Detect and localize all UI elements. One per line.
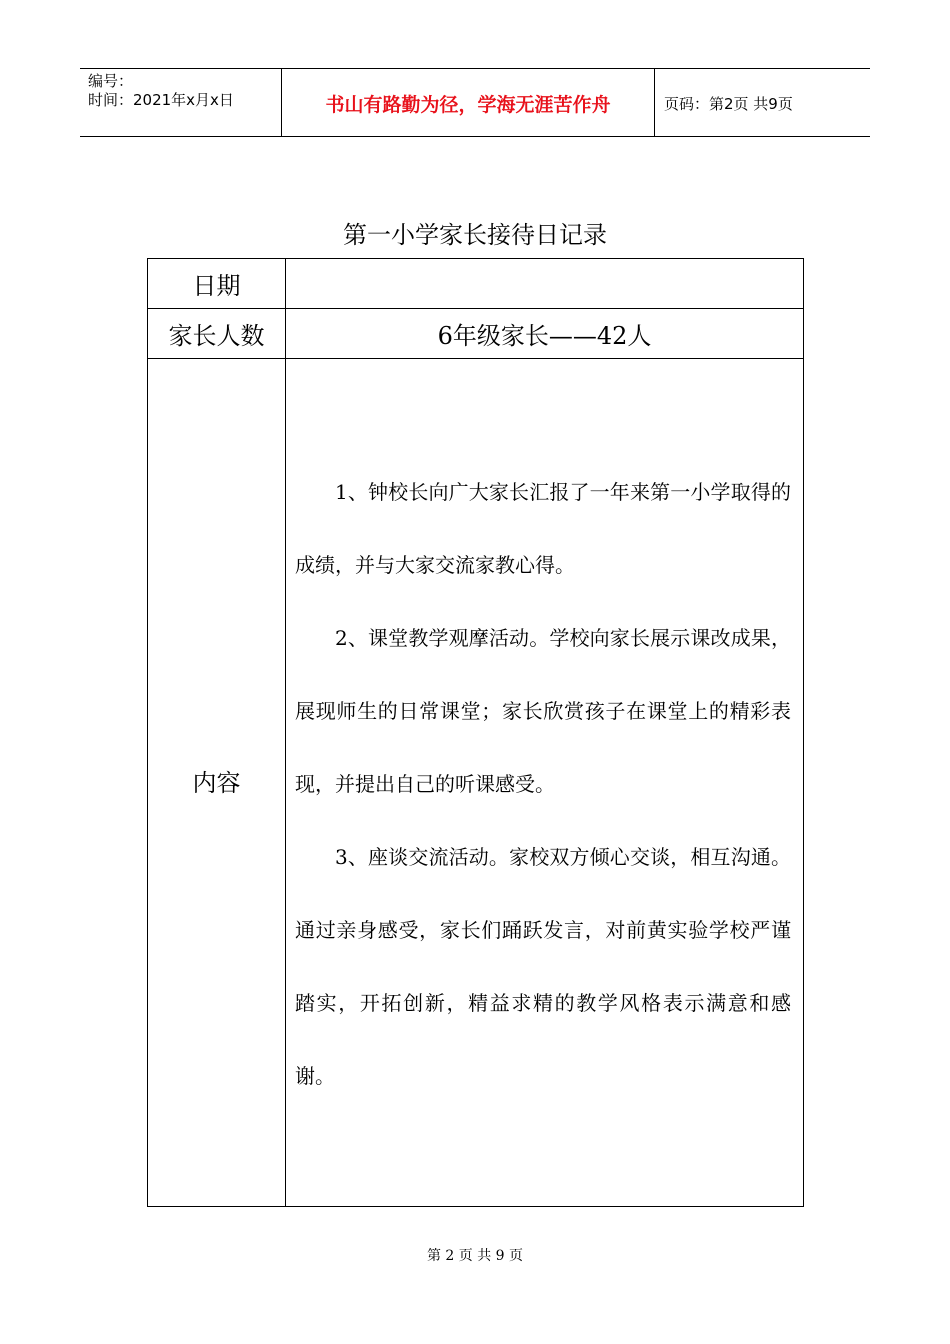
record-table: [147, 258, 804, 1207]
header-time-label: 时间：2021年x月x日: [88, 91, 234, 109]
date-row: [148, 259, 804, 309]
header-divider-right: [654, 68, 655, 136]
date-label: 日期: [148, 259, 286, 309]
content-paragraph-1: 1、钟校长向广大家长汇报了一年来第一小学取得的成绩，并与大家交流家教心得。: [295, 480, 791, 577]
header-motto: 书山有路勤为径，学海无涯苦作舟: [325, 94, 611, 116]
content-label: 内容: [148, 359, 286, 1207]
content-paragraph-2: 2、课堂教学观摩活动。学校向家长展示课改成果，展现师生的日常课堂；家长欣赏孩子在课堂上的精彩表现，并提出自己的听课感受。: [295, 626, 791, 796]
header-page-label: 页码：第2页 共9页: [664, 95, 793, 113]
header-bottom-rule: [80, 136, 870, 137]
content-body: [286, 452, 803, 1113]
parent-count-label: 家长人数: [148, 309, 286, 359]
date-value: [286, 259, 804, 309]
header-top-rule: [80, 68, 870, 69]
content-cell: [286, 359, 804, 1207]
parent-count-row: [148, 309, 804, 359]
header-number-label: 编号：: [88, 72, 134, 90]
content-row: [148, 359, 804, 1207]
content-paragraph-3: 3、座谈交流活动。家校双方倾心交谈，相互沟通。通过亲身感受，家长们踊跃发言，对前黄实验学校严谨踏实，开拓创新，精益求精的教学风格表示满意和感谢。: [295, 845, 791, 1088]
footer-page-number: 第 2 页 共 9 页: [426, 1248, 524, 1264]
parent-count-value: 6年级家长——42人: [286, 309, 804, 359]
document-title: 第一小学家长接待日记录: [343, 221, 607, 249]
